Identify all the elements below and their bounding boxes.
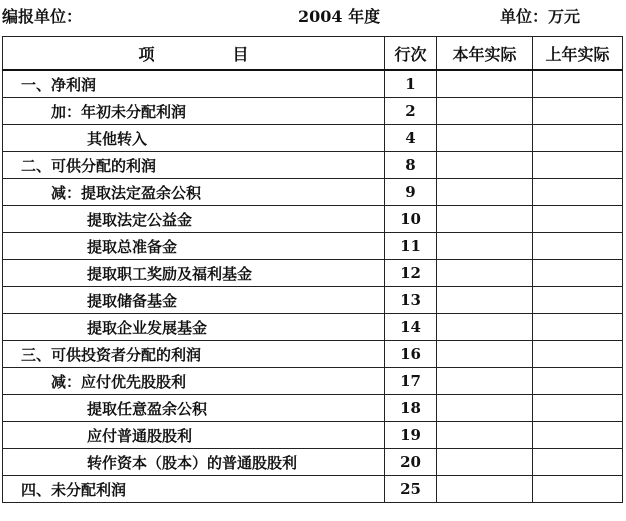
row-line-number: 8 xyxy=(385,152,437,179)
table-row xyxy=(3,476,623,503)
row-current-year-value xyxy=(437,233,533,260)
row-line-number: 19 xyxy=(385,422,437,449)
row-current-year-value xyxy=(437,70,533,98)
row-line-number: 25 xyxy=(385,476,437,503)
row-previous-year-value xyxy=(533,233,623,260)
table-row xyxy=(3,206,623,233)
row-label: 二、可供分配的利润 xyxy=(3,152,385,179)
row-previous-year-value xyxy=(533,314,623,341)
row-label: 三、可供投资者分配的利润 xyxy=(3,341,385,368)
table-row xyxy=(3,449,623,476)
table-row xyxy=(3,314,623,341)
row-previous-year-value xyxy=(533,179,623,206)
row-previous-year-value xyxy=(533,152,623,179)
row-current-year-value xyxy=(437,125,533,152)
row-previous-year-value xyxy=(533,341,623,368)
row-label: 减：应付优先股股利 xyxy=(3,368,385,395)
row-line-number: 16 xyxy=(385,341,437,368)
row-line-number: 10 xyxy=(385,206,437,233)
column-header-current-year: 本年实际 xyxy=(437,37,533,71)
row-previous-year-value xyxy=(533,395,623,422)
row-line-number: 1 xyxy=(385,70,437,98)
row-current-year-value xyxy=(437,476,533,503)
table-row xyxy=(3,179,623,206)
row-label: 减：提取法定盈余公积 xyxy=(3,179,385,206)
row-line-number: 11 xyxy=(385,233,437,260)
row-previous-year-value xyxy=(533,476,623,503)
column-header-item: 项 目 xyxy=(3,37,385,71)
row-line-number: 12 xyxy=(385,260,437,287)
row-label: 提取总准备金 xyxy=(3,233,385,260)
row-line-number: 17 xyxy=(385,368,437,395)
row-current-year-value xyxy=(437,449,533,476)
row-previous-year-value xyxy=(533,422,623,449)
profit-distribution-table xyxy=(2,36,623,503)
row-current-year-value xyxy=(437,314,533,341)
table-row xyxy=(3,152,623,179)
row-current-year-value xyxy=(437,368,533,395)
row-current-year-value xyxy=(437,152,533,179)
row-label: 提取法定公益金 xyxy=(3,206,385,233)
currency-unit-label: 单位：万元 xyxy=(500,7,581,26)
row-previous-year-value xyxy=(533,70,623,98)
reporting-unit-label: 编报单位： xyxy=(2,7,83,26)
row-label: 提取储备基金 xyxy=(3,287,385,314)
column-header-previous-year: 上年实际 xyxy=(533,37,623,71)
row-label: 其他转入 xyxy=(3,125,385,152)
table-row xyxy=(3,98,623,125)
column-header-line-number: 行次 xyxy=(385,37,437,71)
row-line-number: 14 xyxy=(385,314,437,341)
row-previous-year-value xyxy=(533,287,623,314)
row-label: 转作资本（股本）的普通股股利 xyxy=(3,449,385,476)
row-current-year-value xyxy=(437,179,533,206)
row-label: 四、未分配利润 xyxy=(3,476,385,503)
row-current-year-value xyxy=(437,341,533,368)
table-row xyxy=(3,233,623,260)
row-previous-year-value xyxy=(533,260,623,287)
table-row xyxy=(3,70,623,98)
row-current-year-value xyxy=(437,287,533,314)
row-label: 一、净利润 xyxy=(3,70,385,98)
row-previous-year-value xyxy=(533,125,623,152)
row-current-year-value xyxy=(437,206,533,233)
table-row xyxy=(3,341,623,368)
row-label: 应付普通股股利 xyxy=(3,422,385,449)
row-previous-year-value xyxy=(533,206,623,233)
row-current-year-value xyxy=(437,395,533,422)
table-row xyxy=(3,395,623,422)
row-current-year-value xyxy=(437,260,533,287)
row-previous-year-value xyxy=(533,449,623,476)
row-label: 加：年初未分配利润 xyxy=(3,98,385,125)
row-label: 提取职工奖励及福利基金 xyxy=(3,260,385,287)
table-row xyxy=(3,287,623,314)
row-previous-year-value xyxy=(533,368,623,395)
row-line-number: 20 xyxy=(385,449,437,476)
fiscal-year-label: 2004 年度 xyxy=(298,7,381,26)
table-row xyxy=(3,125,623,152)
row-line-number: 4 xyxy=(385,125,437,152)
table-row xyxy=(3,422,623,449)
row-line-number: 9 xyxy=(385,179,437,206)
table-row xyxy=(3,368,623,395)
row-line-number: 18 xyxy=(385,395,437,422)
row-line-number: 2 xyxy=(385,98,437,125)
row-previous-year-value xyxy=(533,98,623,125)
report-header xyxy=(0,0,626,30)
row-label: 提取任意盈余公积 xyxy=(3,395,385,422)
row-current-year-value xyxy=(437,422,533,449)
table-row xyxy=(3,260,623,287)
row-line-number: 13 xyxy=(385,287,437,314)
row-label: 提取企业发展基金 xyxy=(3,314,385,341)
row-current-year-value xyxy=(437,98,533,125)
table-header-row xyxy=(3,37,623,71)
